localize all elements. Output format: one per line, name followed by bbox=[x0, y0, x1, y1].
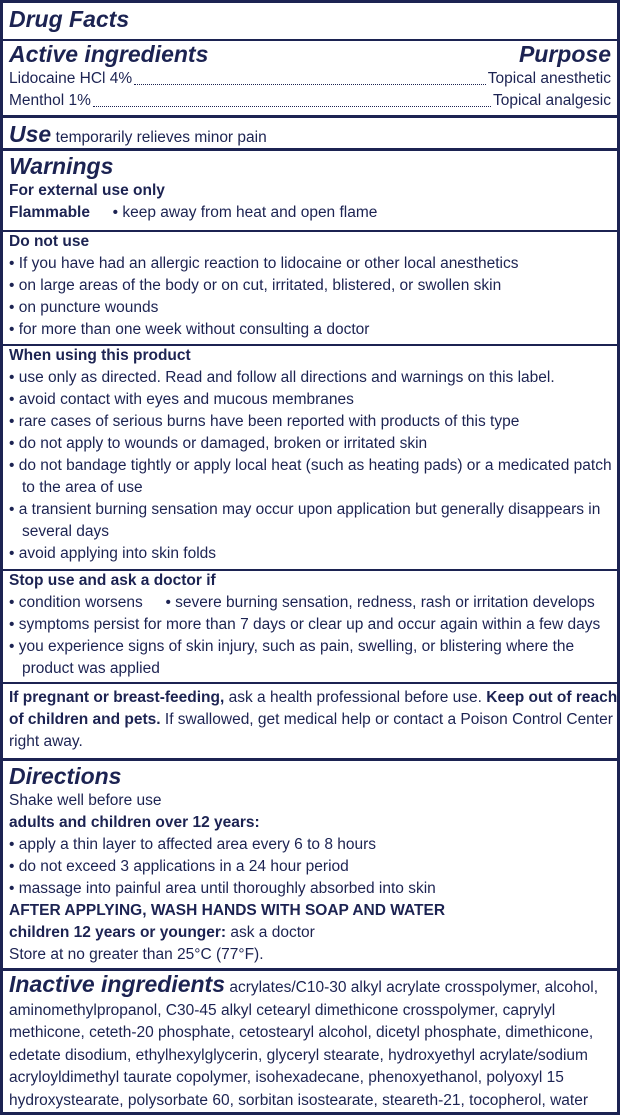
list-item: • symptoms persist for more than 7 days or clear up and occur again within a few days bbox=[9, 616, 601, 633]
list-item: • avoid contact with eyes and mucous membranes bbox=[9, 391, 354, 408]
flammable-label: Flammable bbox=[9, 204, 90, 221]
warnings-heading: Warnings bbox=[9, 153, 114, 179]
storage-text: Store at no greater than 25°C (77°F). bbox=[9, 946, 264, 963]
active-ingredients-section bbox=[3, 40, 617, 112]
list-item: • rare cases of serious burns have been reported with products of this type bbox=[9, 413, 520, 430]
when-using-heading: When using this product bbox=[9, 347, 191, 364]
list-item: • condition worsens bbox=[9, 594, 143, 611]
divider bbox=[3, 758, 617, 761]
ingredient-row bbox=[3, 68, 617, 90]
list-item: • apply a thin layer to affected area every 6 to 8 hours bbox=[9, 836, 377, 853]
use-text: temporarily relieves minor pain bbox=[55, 129, 267, 146]
ingredient-purpose: Topical analgesic bbox=[492, 92, 611, 109]
purpose-heading: Purpose bbox=[518, 41, 611, 67]
ingredient-name: Lidocaine HCl 4% bbox=[9, 70, 133, 87]
list-item: • severe burning sensation, redness, rash or irritation develops bbox=[165, 594, 595, 611]
children-text: ask a doctor bbox=[226, 924, 315, 941]
directions-section bbox=[3, 762, 620, 966]
pregnant-bold: If pregnant or breast-feeding, bbox=[9, 689, 225, 706]
warnings-section bbox=[3, 152, 620, 224]
active-ingredients-heading: Active ingredients bbox=[9, 41, 209, 67]
list-item: • on puncture wounds bbox=[9, 299, 159, 316]
when-using-section bbox=[3, 345, 620, 565]
divider bbox=[3, 682, 617, 684]
list-item: • on large areas of the body or on cut, irritated, blistered, or swollen skin bbox=[9, 277, 502, 294]
stop-use-heading: Stop use and ask a doctor if bbox=[9, 572, 216, 589]
ingredient-name: Menthol 1% bbox=[9, 92, 91, 109]
inactive-ingredients-heading: Inactive ingredients bbox=[9, 971, 226, 997]
dot-leader bbox=[93, 106, 491, 107]
after-applying-text: AFTER APPLYING, WASH HANDS WITH SOAP AND WATER bbox=[9, 902, 446, 919]
shake-text: Shake well before use bbox=[9, 792, 162, 809]
pregnancy-section bbox=[3, 687, 620, 753]
list-item: • avoid applying into skin folds bbox=[9, 545, 217, 562]
stop-use-section bbox=[3, 570, 620, 680]
flammable-text: • keep away from heat and open flame bbox=[112, 204, 378, 221]
children-bold: children 12 years or younger: bbox=[9, 924, 227, 941]
external-use-text: For external use only bbox=[9, 182, 165, 199]
do-not-use-heading: Do not use bbox=[9, 233, 90, 250]
keep-out-bold: Keep out of reach of children and pets. bbox=[9, 689, 618, 728]
directions-heading: Directions bbox=[9, 763, 122, 789]
keep-out-text: If swallowed, get medical help or contact a Poison Control Center right away. bbox=[9, 711, 613, 750]
list-item: • for more than one week without consulting a doctor bbox=[9, 321, 370, 338]
list-item: • a transient burning sensation may occur upon application but generally disappears in several days bbox=[9, 501, 601, 540]
divider bbox=[3, 148, 617, 151]
divider bbox=[3, 115, 617, 118]
list-item: • use only as directed. Read and follow all directions and warnings on this label. bbox=[9, 369, 555, 386]
inactive-ingredients-section bbox=[3, 973, 620, 1112]
use-section bbox=[3, 120, 620, 149]
adults-heading: adults and children over 12 years: bbox=[9, 814, 260, 831]
ingredient-row bbox=[3, 90, 617, 112]
use-heading: Use bbox=[9, 121, 52, 147]
dot-leader bbox=[134, 84, 486, 85]
drug-facts-title: Drug Facts bbox=[9, 6, 130, 32]
inactive-ingredients-text: acrylates/C10-30 alkyl acrylate crosspolymer, alcohol, aminomethylpropanol, C30-45 alkyl cetearyl dimethicone crosspolymer, caprylyl methicone, ceteth-20 phosphate, cetostearyl alcohol, dicetyl phosphate, dimethicone, edetate disodium, ethylhexylglycerin, glyceryl stearate, hydroxyethyl acrylate/sodium acryloyldimethyl taurate copolymer, isohexadecane, phenoxyethanol, polyoxyl 15 hydroxystearate, polysorbate 60, sorbitan isostearate, steareth-21, tocopherol, water bbox=[9, 979, 599, 1109]
list-item: • do not bandage tightly or apply local heat (such as heating pads) or a medicated patch to the area of use bbox=[9, 457, 612, 496]
list-item: • do not apply to wounds or damaged, broken or irritated skin bbox=[9, 435, 428, 452]
pregnant-text: ask a health professional before use. bbox=[224, 689, 487, 706]
ingredient-purpose: Topical anesthetic bbox=[487, 70, 611, 87]
list-item: • If you have had an allergic reaction to lidocaine or other local anesthetics bbox=[9, 255, 519, 272]
list-item: • you experience signs of skin injury, such as pain, swelling, or blistering where the product was applied bbox=[9, 638, 575, 677]
list-item: • do not exceed 3 applications in a 24 hour period bbox=[9, 858, 349, 875]
list-item: • massage into painful area until thoroughly absorbed into skin bbox=[9, 880, 436, 897]
do-not-use-section bbox=[3, 231, 620, 341]
